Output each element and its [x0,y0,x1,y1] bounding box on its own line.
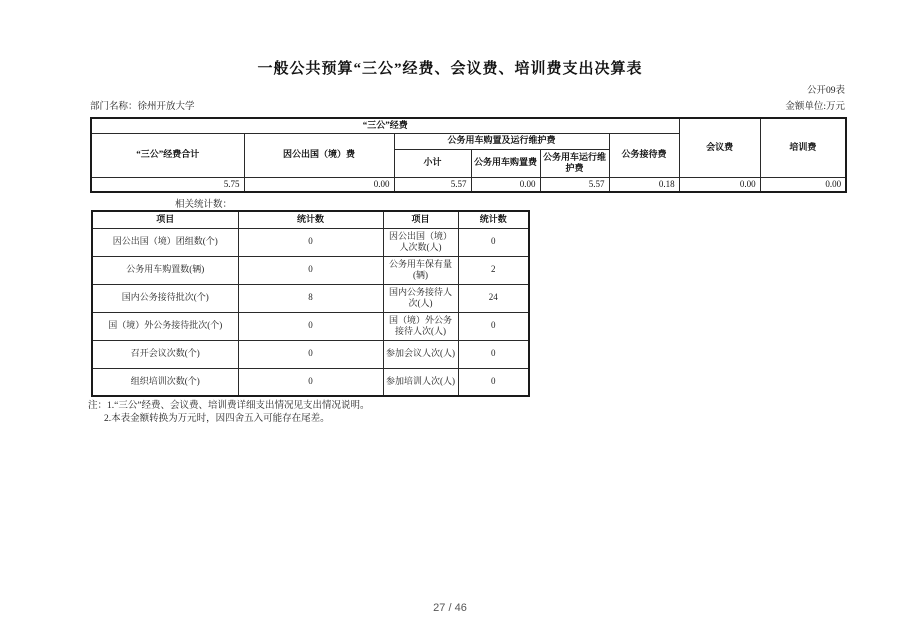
stats-header-row [92,211,529,228]
stats-row [92,284,529,312]
related-stats-table [91,210,530,397]
stat-item-label: 公务用车保有量(辆) [383,256,458,284]
stat-item-label: 因公出国（境）人次数(人) [383,228,458,256]
stat-item-value: 2 [458,256,529,284]
meta-row [90,98,845,112]
stat-item-value: 0 [238,228,383,256]
stat-item-value: 0 [238,368,383,396]
stat-item-label: 召开会议次数(个) [92,340,238,368]
value-reception-fee: 0.18 [609,177,679,192]
sangong-expense-table [90,117,847,193]
header-sangong-total: “三公”经费合计 [91,133,244,177]
stat-item-label: 参加培训人次(人) [383,368,458,396]
value-vehicle-maintenance: 5.57 [540,177,609,192]
stats-row [92,312,529,340]
stat-item-value: 0 [238,312,383,340]
stat-item-value: 0 [458,340,529,368]
stat-item-label: 组织培训次数(个) [92,368,238,396]
expense-value-row [91,177,846,192]
stat-item-value: 0 [238,340,383,368]
stat-item-value: 0 [238,256,383,284]
stats-row [92,368,529,396]
value-training-fee: 0.00 [760,177,846,192]
stats-row [92,256,529,284]
header-vehicle-group: 公务用车购置及运行维护费 [394,133,609,149]
stat-item-value: 8 [238,284,383,312]
header-vehicle-subtotal: 小计 [394,149,471,177]
value-meeting-fee: 0.00 [679,177,760,192]
header-meeting-fee: 会议费 [679,118,760,177]
stat-item-label: 国内公务接待批次(个) [92,284,238,312]
header-training-fee: 培训费 [760,118,846,177]
stat-item-value: 0 [458,312,529,340]
stat-item-value: 24 [458,284,529,312]
footnote-line: 2.本表金额转换为万元时，因四舍五入可能存在尾差。 [104,413,330,424]
stats-row [92,228,529,256]
page-number-indicator: 27 / 46 [433,602,467,614]
page-title: 一般公共预算“三公”经费、会议费、培训费支出决算表 [257,61,643,77]
stat-item-label: 国内公务接待人次(人) [383,284,458,312]
header-vehicle-maintenance: 公务用车运行维护费 [540,149,609,177]
form-code-label: 公开09表 [806,86,845,96]
stats-header-count-left: 统计数 [238,211,383,228]
stats-header-item-right: 项目 [383,211,458,228]
header-vehicle-purchase: 公务用车购置费 [471,149,540,177]
stat-item-label: 国（境）外公务接待人次(人) [383,312,458,340]
value-abroad-fee: 0.00 [244,177,394,192]
stat-item-label: 参加会议人次(人) [383,340,458,368]
stat-item-label: 因公出国（境）团组数(个) [92,228,238,256]
stat-item-label: 国（境）外公务接待批次(个) [92,312,238,340]
stat-item-value: 0 [458,368,529,396]
stat-item-label: 公务用车购置数(辆) [92,256,238,284]
department-name-label: 部门名称：徐州开放大学 [90,102,195,112]
stat-item-value: 0 [458,228,529,256]
stats-row [92,340,529,368]
amount-unit-label: 金额单位:万元 [785,102,845,112]
value-sangong-total: 5.75 [91,177,244,192]
value-vehicle-subtotal: 5.57 [394,177,471,192]
stats-header-item-left: 项目 [92,211,238,228]
header-abroad-fee: 因公出国（境）费 [244,133,394,177]
stats-caption: 相关统计数： [175,200,233,210]
stats-header-count-right: 统计数 [458,211,529,228]
footnotes [88,400,370,425]
header-sangong-group: “三公”经费 [91,118,679,133]
header-reception-fee: 公务接待费 [609,133,679,177]
footnote-line: 注：1.“三公”经费、会议费、培训费详细支出情况见支出情况说明。 [88,401,370,411]
value-vehicle-purchase: 0.00 [471,177,540,192]
